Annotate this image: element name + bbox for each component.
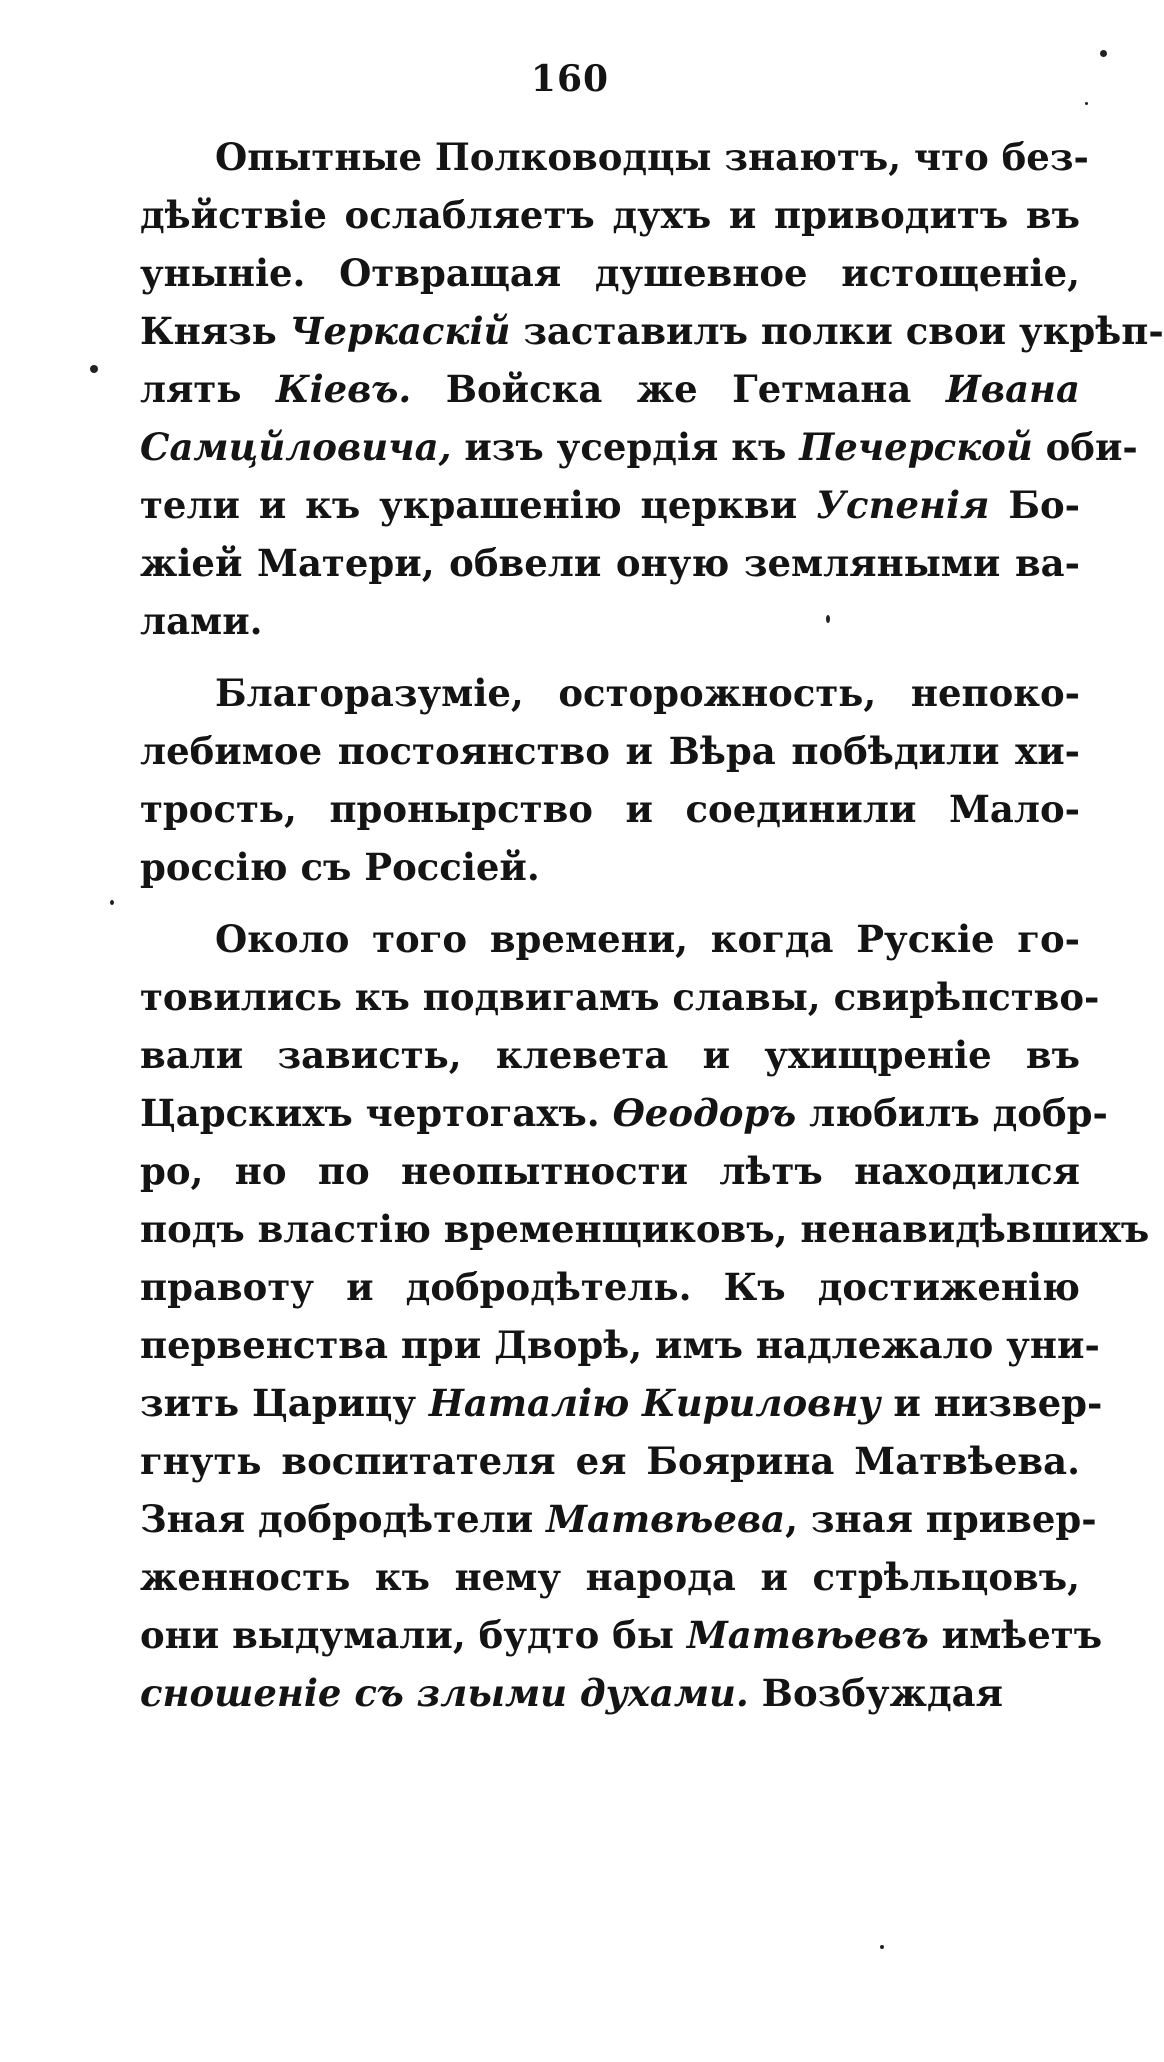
text-line [140, 1490, 1097, 1548]
text-line [140, 838, 1080, 896]
text-segment: Возбуждая [748, 1671, 1003, 1715]
text-segment: подъ властію временщиковъ, ненавидѣвшихъ [140, 1207, 1150, 1251]
text-line [140, 1200, 1150, 1258]
text-line [140, 1026, 1080, 1084]
text-line [140, 780, 1080, 838]
text-segment: лебимое постоянство и Вѣра побѣдили хи- [140, 729, 1080, 773]
text-segment: Около того времени, когда Рускіе го- [215, 917, 1080, 961]
text-segment: зить Царицу [140, 1381, 429, 1425]
text-line [140, 1258, 1080, 1316]
text-segment: уныніе. Отвращая душевное истощеніе, [140, 251, 1080, 295]
text-segment: имѣетъ [928, 1613, 1103, 1657]
text-segment: они выдумали, будто бы [140, 1613, 687, 1657]
text-segment: любилъ добр- [796, 1091, 1108, 1135]
text-segment: женность къ нему народа и стрѣльцовъ, [140, 1555, 1080, 1599]
body-text [140, 128, 1164, 1722]
text-line [140, 1084, 1108, 1142]
text-segment: первенства при Дворѣ, имъ надлежало уни- [140, 1323, 1100, 1367]
text-segment: россію съ Россіей. [140, 845, 540, 889]
text-segment: Войска же Гетмана [411, 367, 946, 411]
italic-text-segment: Печерской [799, 425, 1033, 469]
text-line [140, 1548, 1080, 1606]
text-line [140, 302, 1164, 360]
text-line [140, 1316, 1100, 1374]
text-segment: Царскихъ чертогахъ. [140, 1091, 613, 1135]
text-segment: Бо- [989, 483, 1080, 527]
page-number: 160 [530, 58, 610, 100]
print-speck [110, 900, 114, 905]
text-segment: дѣйствіе ослабляетъ духъ и приводитъ въ [140, 193, 1080, 237]
text-line [140, 476, 1080, 534]
text-segment: , зная привер- [785, 1497, 1097, 1541]
text-segment: жіей Матери, обвели оную земляными ва- [140, 541, 1080, 585]
text-line [140, 360, 1080, 418]
print-speck [826, 615, 830, 623]
italic-text-segment: Наталію Кириловну [428, 1381, 881, 1425]
text-segment: гнуть воспитателя ея Боярина Матвѣева. [140, 1439, 1080, 1483]
text-segment: ро, но по неопытности лѣтъ находился [140, 1149, 1080, 1193]
text-line [140, 968, 1100, 1026]
paragraph-gap [140, 650, 1080, 664]
italic-text-segment: Матвѣева [546, 1497, 786, 1541]
text-segment: лять [140, 367, 276, 411]
text-line [140, 722, 1080, 780]
text-segment: оби- [1032, 425, 1138, 469]
text-segment: заставилъ полки свои укрѣп- [510, 309, 1164, 353]
text-line [140, 1432, 1080, 1490]
text-line [140, 186, 1080, 244]
italic-text-segment: Успенія [816, 483, 990, 527]
text-line [140, 1664, 1080, 1722]
text-line [140, 534, 1080, 592]
text-segment: правоту и добродѣтель. Къ достиженію [140, 1265, 1080, 1309]
text-segment: трость, пронырство и соединили Мало- [140, 787, 1080, 831]
text-segment: Опытные Полководцы знаютъ, что без- [215, 135, 1089, 179]
text-line [140, 1142, 1080, 1200]
text-line [140, 244, 1080, 302]
text-line [140, 664, 1080, 722]
text-segment: изъ усердія къ [451, 425, 800, 469]
print-speck [1100, 50, 1107, 57]
text-segment: Князь [140, 309, 290, 353]
italic-text-segment: Матвѣевъ [686, 1613, 929, 1657]
text-segment: товились къ подвигамъ славы, свирѣпство- [140, 975, 1100, 1019]
paragraph-gap [140, 896, 1080, 910]
text-line [140, 418, 1138, 476]
text-segment: лами. [140, 599, 263, 643]
text-segment: вали зависть, клевета и ухищреніе въ [140, 1033, 1080, 1077]
text-segment: Зная добродѣтели [140, 1497, 547, 1541]
italic-text-segment: Кіевъ. [275, 367, 412, 411]
print-speck [90, 365, 98, 373]
text-segment: тели и къ украшенію церкви [140, 483, 817, 527]
italic-text-segment: Ѳеодоръ [612, 1091, 797, 1135]
text-line [140, 128, 1089, 186]
italic-text-segment: Самцйловича, [140, 425, 452, 469]
text-line [140, 910, 1080, 968]
text-segment: и низвер- [880, 1381, 1103, 1425]
italic-text-segment: Черкаскій [289, 309, 511, 353]
italic-text-segment: сношеніе съ злыми духами. [140, 1671, 749, 1715]
print-speck [1085, 102, 1088, 105]
text-line [140, 592, 1080, 650]
print-speck [880, 1945, 884, 1949]
italic-text-segment: Ивана [945, 367, 1080, 411]
text-segment: Благоразуміе, осторожность, непоко- [215, 671, 1080, 715]
text-line [140, 1606, 1103, 1664]
text-line [140, 1374, 1103, 1432]
